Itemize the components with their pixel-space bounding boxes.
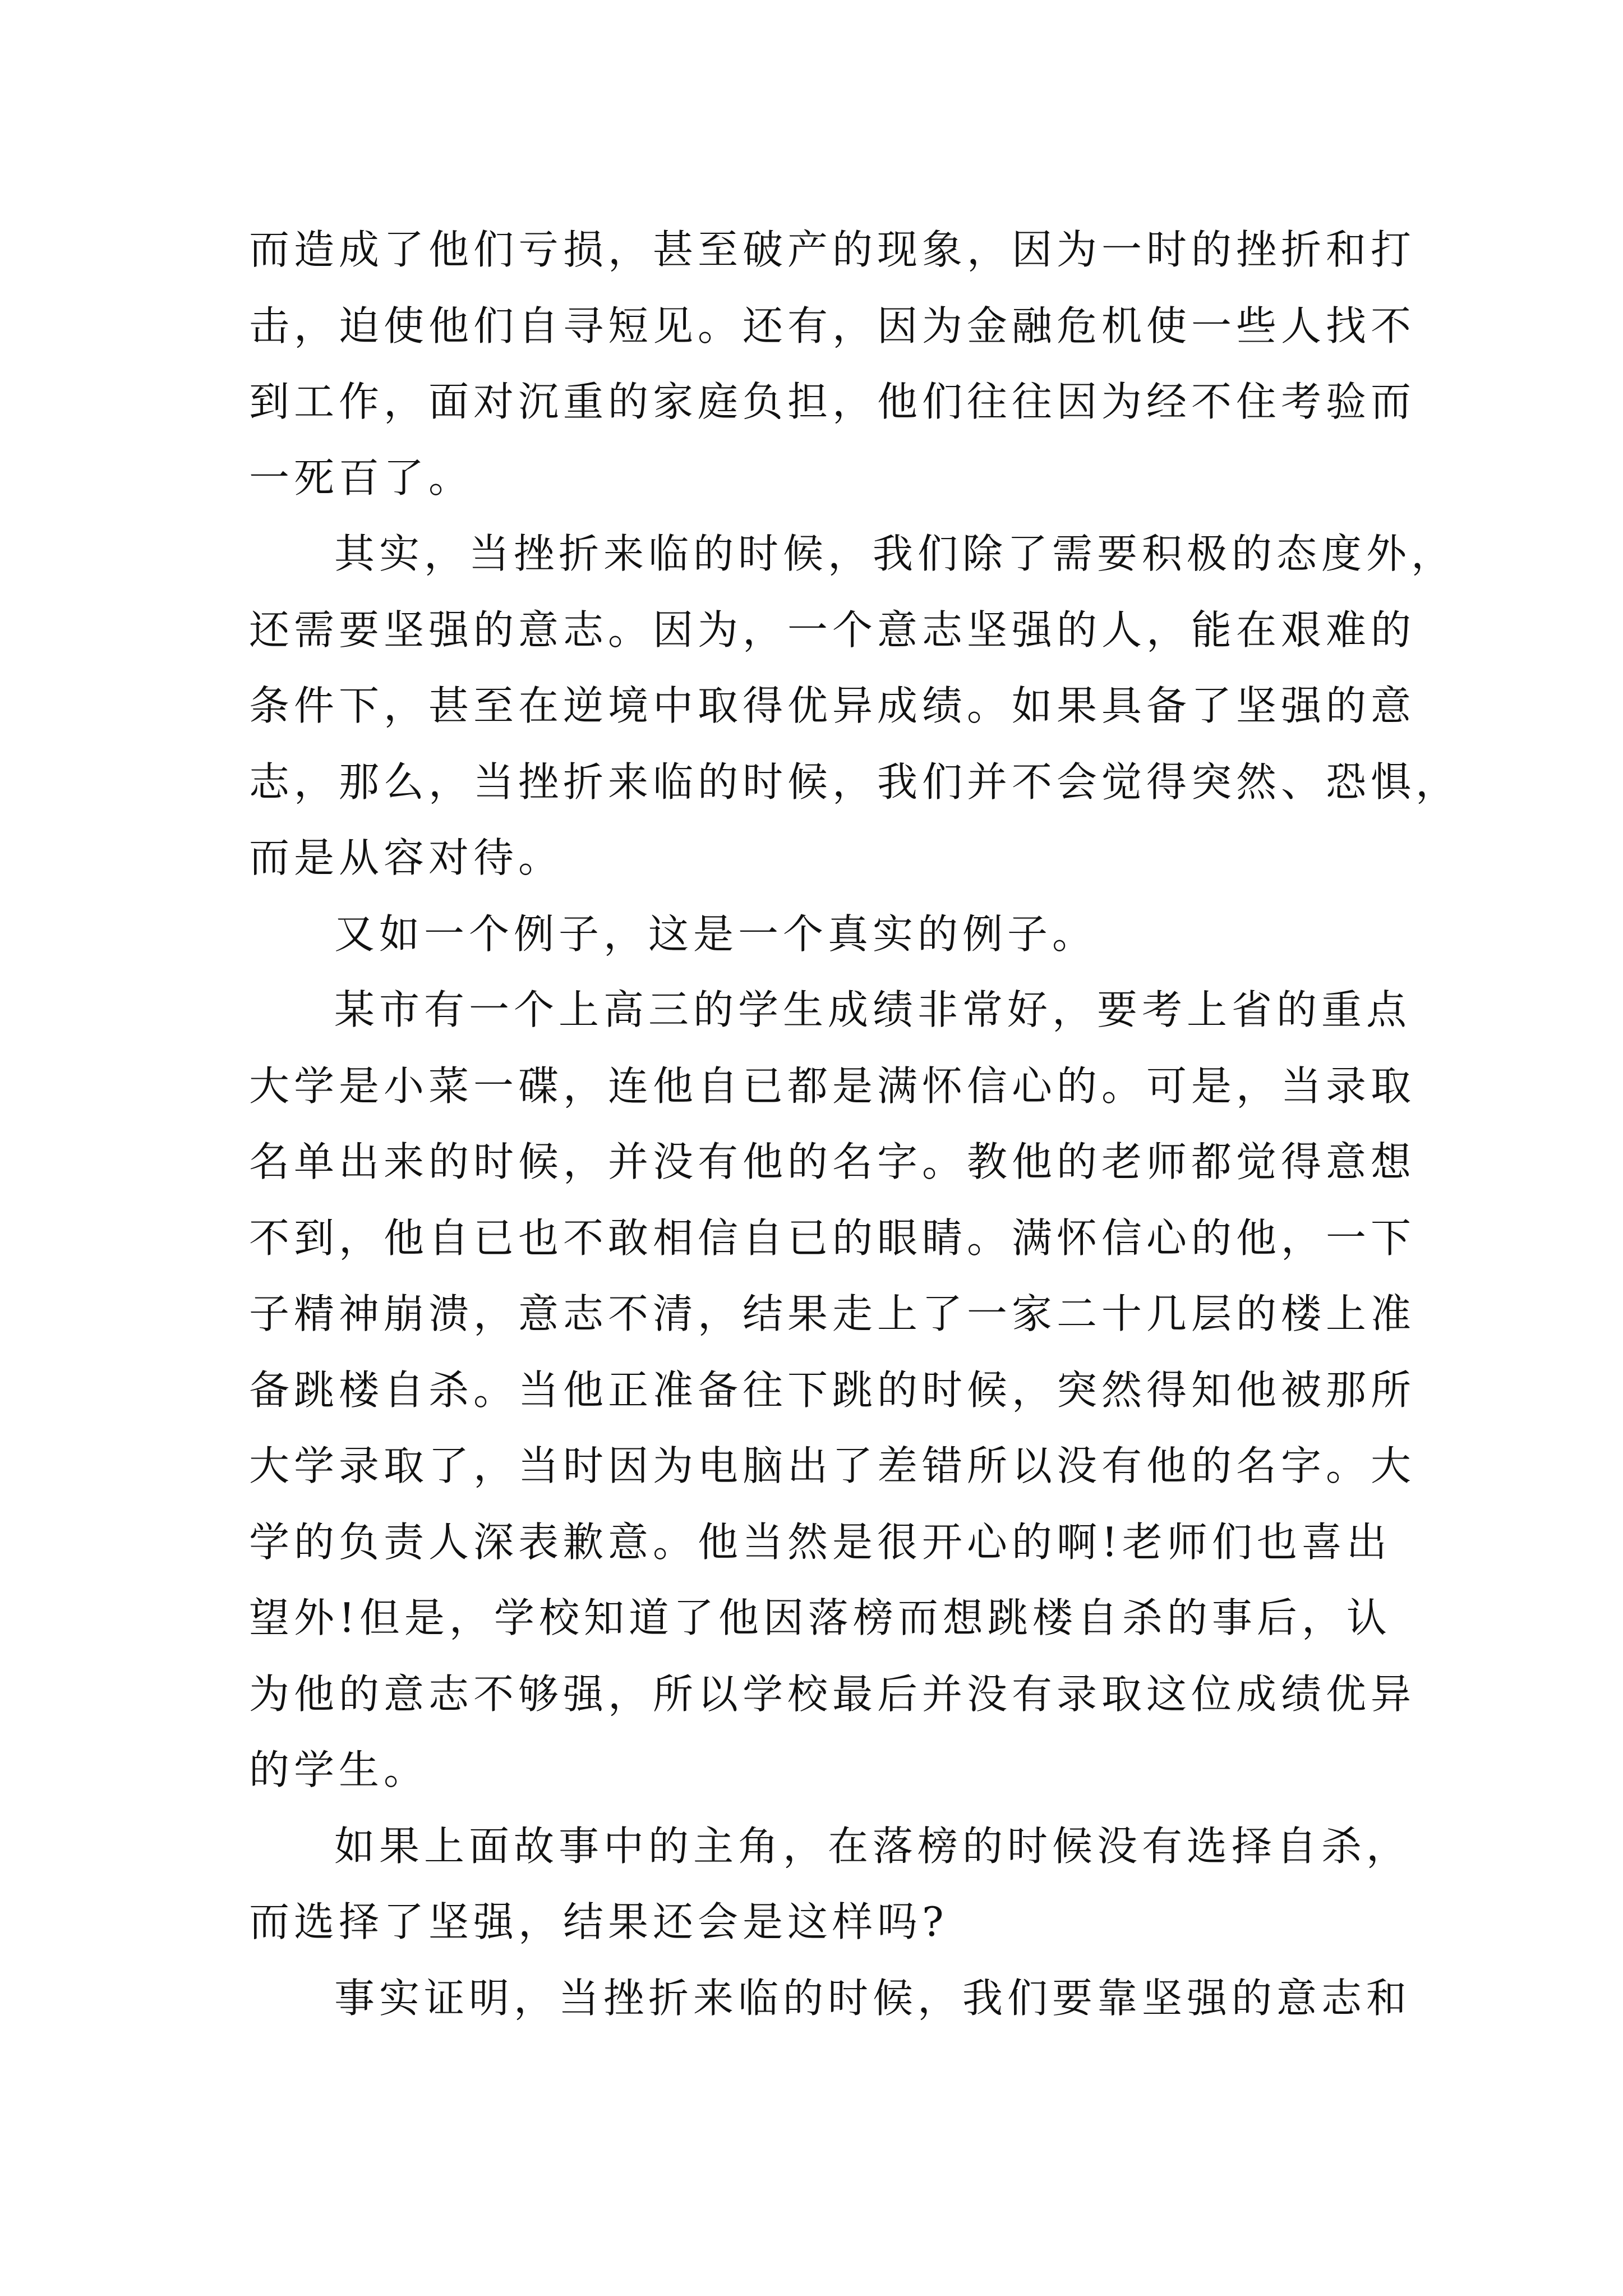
text-line: 条件下，甚至在逆境中取得优异成绩。如果具备了坚强的意 xyxy=(249,682,1416,729)
text-line: 大学录取了，当时因为电脑出了差错所以没有他的名字。大 xyxy=(249,1442,1416,1489)
text-line: 望外!但是，学校知道了他因落榜而想跳楼自杀的事后，认 xyxy=(249,1594,1391,1641)
text-line: 备跳楼自杀。当他正准备往下跳的时候，突然得知他被那所 xyxy=(249,1366,1416,1414)
text-line: 事实证明，当挫折来临的时候，我们要靠坚强的意志和 xyxy=(334,1974,1412,2022)
text-line: 志，那么，当挫折来临的时候，我们并不会觉得突然、恐惧， xyxy=(249,758,1461,806)
text-line: 不到，他自已也不敢相信自已的眼睛。满怀信心的他，一下 xyxy=(249,1214,1416,1262)
text-line: 还需要坚强的意志。因为，一个意志坚强的人，能在艰难的 xyxy=(249,606,1416,654)
text-line: 为他的意志不够强，所以学校最后并没有录取这位成绩优异 xyxy=(249,1670,1416,1718)
text-line: 的学生。 xyxy=(249,1746,429,1793)
text-line: 一死百了。 xyxy=(249,454,474,501)
text-line: 击，迫使他们自寻短见。还有，因为金融危机使一些人找不 xyxy=(249,302,1416,349)
text-line: 某市有一个上高三的学生成绩非常好，要考上省的重点 xyxy=(334,986,1412,1033)
text-line: 学的负责人深表歉意。他当然是很开心的啊!老师们也喜出 xyxy=(249,1518,1391,1566)
text-line: 而造成了他们亏损，甚至破产的现象，因为一时的挫折和打 xyxy=(249,226,1416,273)
text-line: 到工作，面对沉重的家庭负担，他们往往因为经不住考验而 xyxy=(249,378,1416,425)
text-line: 而是从容对待。 xyxy=(249,834,564,881)
text-line: 子精神崩溃，意志不清，结果走上了一家二十几层的楼上准 xyxy=(249,1290,1416,1337)
body-text xyxy=(249,212,1461,2036)
text-line: 大学是小菜一碟，连他自已都是满怀信心的。可是，当录取 xyxy=(249,1062,1416,1110)
text-line: 名单出来的时候，并没有他的名字。教他的老师都觉得意想 xyxy=(249,1138,1416,1185)
text-line: 如果上面故事中的主角，在落榜的时候没有选择自杀， xyxy=(334,1822,1412,1870)
text-line: 而选择了坚强，结果还会是这样吗? xyxy=(249,1898,948,1945)
text-line: 又如一个例子，这是一个真实的例子。 xyxy=(334,910,1098,958)
text-line: 其实，当挫折来临的时候，我们除了需要积极的态度外， xyxy=(334,530,1456,577)
